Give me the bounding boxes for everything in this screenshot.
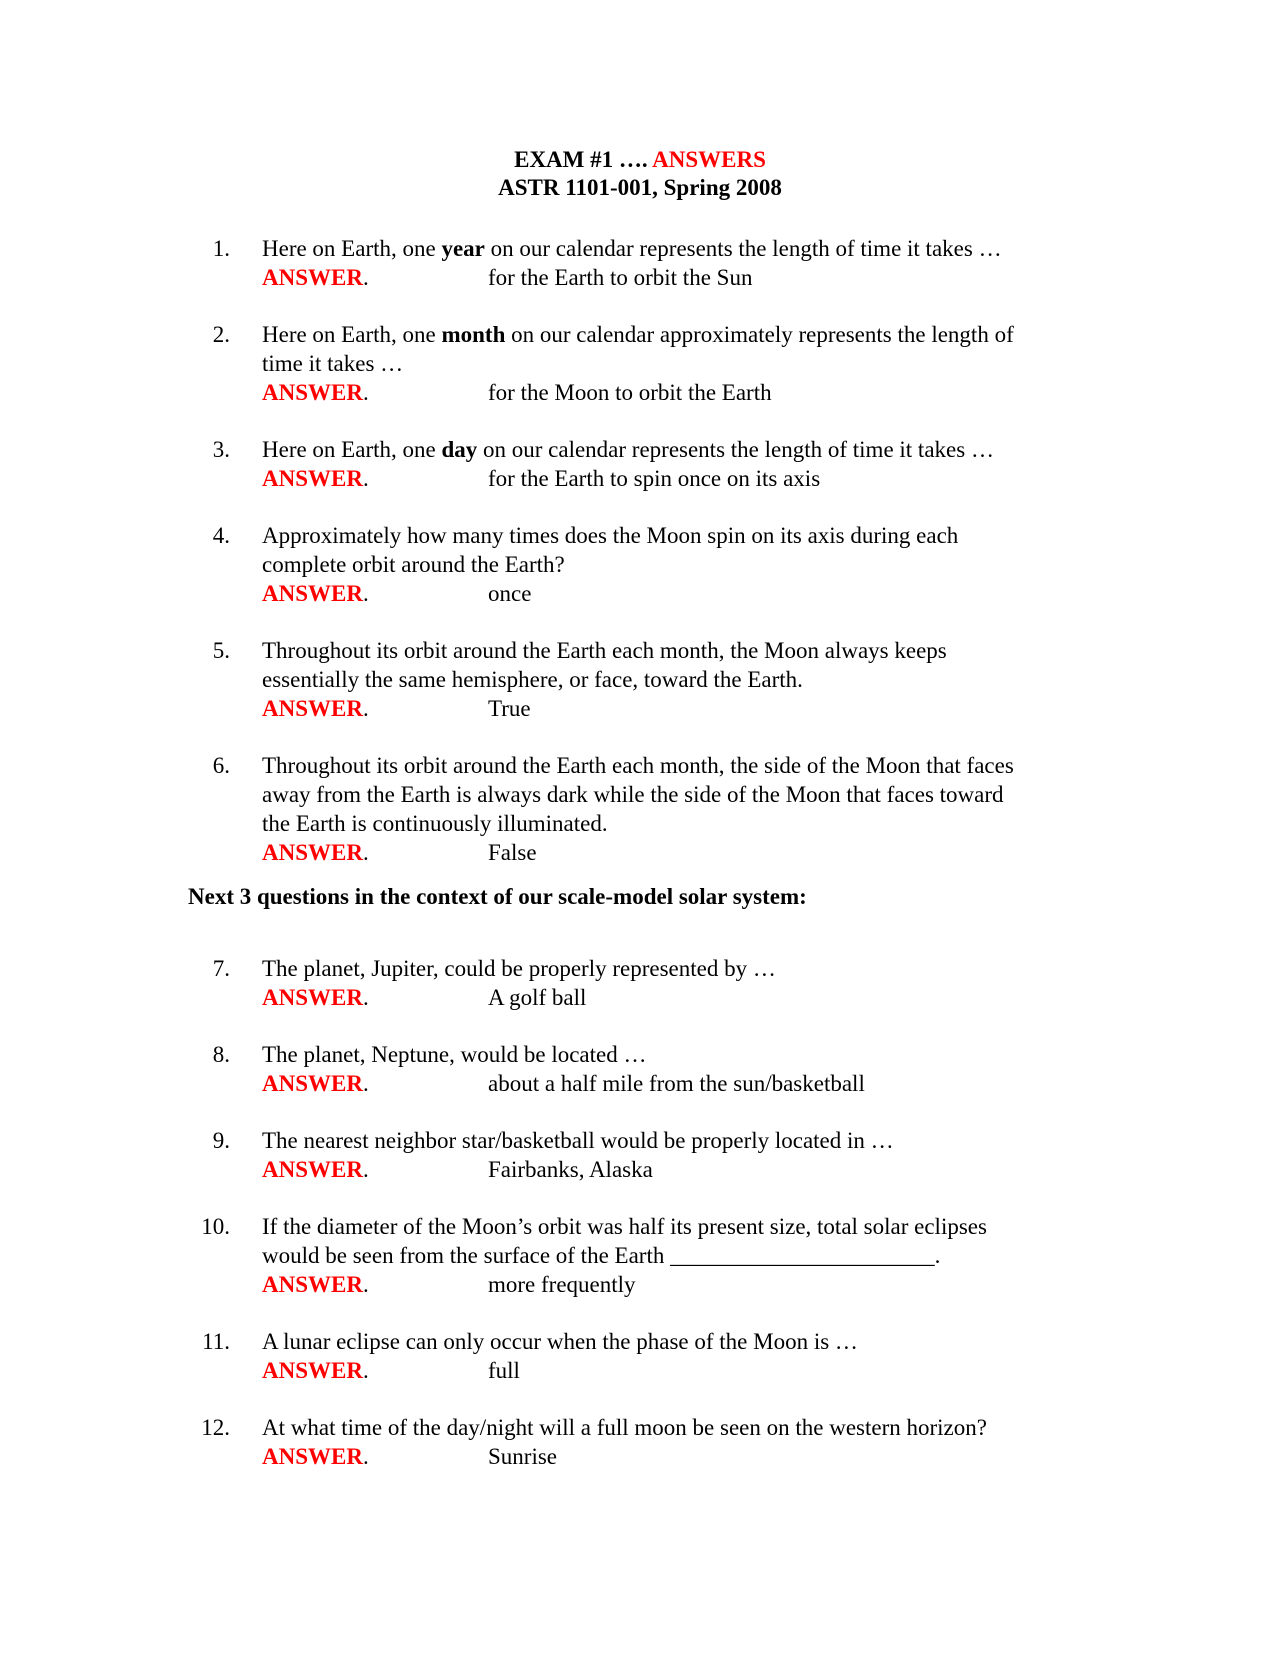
question-number: 10.	[201, 1214, 230, 1239]
question-text-segment: The nearest neighbor star/basketball would be properly located in …	[262, 1128, 894, 1153]
question-number: 6.	[212, 753, 230, 778]
answer-period: .	[362, 1358, 369, 1383]
question-text	[262, 954, 1092, 983]
answer-row	[262, 1069, 865, 1098]
question-number: 8.	[212, 1042, 230, 1067]
answer-period: .	[362, 1157, 369, 1182]
question-text-line	[262, 521, 1092, 550]
answer-value: True	[488, 696, 531, 721]
answer-row	[262, 838, 537, 867]
question-number: 1.	[212, 236, 230, 261]
exam-title-prefix: EXAM #1 ….	[514, 147, 653, 172]
answer-value: Sunrise	[488, 1444, 557, 1469]
question-text-line	[262, 349, 1092, 378]
question-text-segment: Throughout its orbit around the Earth each month, the side of the Moon that faces	[262, 753, 1014, 778]
question-keyword: month	[441, 322, 506, 347]
answer-value: more frequently	[488, 1272, 636, 1297]
answer-label: ANSWER	[262, 581, 363, 606]
question-text	[262, 1126, 1092, 1155]
answer-label: ANSWER	[262, 840, 363, 865]
question-text-segment: The planet, Jupiter, could be properly represented by …	[262, 956, 776, 981]
answer-value: for the Moon to orbit the Earth	[488, 380, 772, 405]
answer-row	[262, 983, 587, 1012]
answer-value: Fairbanks, Alaska	[488, 1157, 653, 1182]
answer-label: ANSWER	[262, 1071, 363, 1096]
exam-title	[0, 146, 1280, 174]
question-text-line	[262, 320, 1092, 349]
question-text-line	[262, 435, 1092, 464]
answer-label: ANSWER	[262, 1272, 363, 1297]
answer-period: .	[362, 466, 369, 491]
answer-label: ANSWER	[262, 466, 363, 491]
answer-row	[262, 464, 821, 493]
answer-label: ANSWER	[262, 1358, 363, 1383]
question-keyword: year	[441, 236, 485, 261]
question-number: 4.	[212, 523, 230, 548]
question-number: 7.	[212, 956, 230, 981]
question-text-line	[262, 665, 1092, 694]
question-text	[262, 320, 1092, 378]
answer-row	[262, 1356, 520, 1385]
answer-row	[262, 1270, 636, 1299]
exam-title-answers: ANSWERS	[652, 147, 766, 172]
answer-period: .	[362, 1272, 369, 1297]
question-number: 5.	[212, 638, 230, 663]
answer-label: ANSWER	[262, 1444, 363, 1469]
answer-period: .	[362, 380, 369, 405]
question-number: 12.	[201, 1415, 230, 1440]
answer-value: A golf ball	[488, 985, 587, 1010]
question-text-segment: A lunar eclipse can only occur when the phase of the Moon is …	[262, 1329, 858, 1354]
question-text-line	[262, 1040, 1092, 1069]
question-text	[262, 1327, 1092, 1356]
question-text-segment: on our calendar represents the length of time it takes …	[484, 236, 1002, 261]
answer-label: ANSWER	[262, 1157, 363, 1182]
question-text-line	[262, 234, 1092, 263]
question-text-line	[262, 1126, 1092, 1155]
question-text-segment: away from the Earth is always dark while the side of the Moon that faces toward	[262, 782, 1004, 807]
question-text-segment: Here on Earth, one	[262, 322, 442, 347]
question-text	[262, 751, 1092, 838]
question-text-segment: The planet, Neptune, would be located …	[262, 1042, 647, 1067]
answer-value: False	[488, 840, 537, 865]
section-heading: Next 3 questions in the context of our scale-model solar system:	[188, 884, 807, 909]
question-text-line	[262, 636, 1092, 665]
answer-value: for the Earth to spin once on its axis	[488, 466, 821, 491]
question-text-segment: Here on Earth, one	[262, 236, 442, 261]
question-text-segment: complete orbit around the Earth?	[262, 552, 565, 577]
answer-value: once	[488, 581, 532, 606]
answer-value: for the Earth to orbit the Sun	[488, 265, 753, 290]
answer-label: ANSWER	[262, 985, 363, 1010]
answer-period: .	[362, 696, 369, 721]
question-text	[262, 1212, 1092, 1270]
answer-row	[262, 694, 531, 723]
answer-label: ANSWER	[262, 265, 363, 290]
question-text	[262, 1040, 1092, 1069]
question-number: 2.	[212, 322, 230, 347]
answer-period: .	[362, 1444, 369, 1469]
question-text-segment: If the diameter of the Moon’s orbit was half its present size, total solar eclipses	[262, 1214, 987, 1239]
question-text-segment: time it takes …	[262, 351, 404, 376]
question-text-segment: essentially the same hemisphere, or face, toward the Earth.	[262, 667, 803, 692]
answer-row	[262, 1442, 557, 1471]
question-text-line	[262, 1241, 1092, 1270]
question-number: 11.	[202, 1329, 230, 1354]
question-text-line	[262, 1327, 1092, 1356]
answer-row	[262, 378, 772, 407]
question-text-line	[262, 1413, 1092, 1442]
answer-period: .	[362, 1071, 369, 1096]
question-number: 9.	[212, 1128, 230, 1153]
question-number: 3.	[212, 437, 230, 462]
question-text-segment: on our calendar approximately represents the length of	[505, 322, 1014, 347]
question-text	[262, 1413, 1092, 1442]
course-title: ASTR 1101-001, Spring 2008	[498, 175, 782, 200]
question-text	[262, 234, 1092, 263]
question-text-segment: At what time of the day/night will a full moon be seen on the western horizon?	[262, 1415, 987, 1440]
question-text-line	[262, 809, 1092, 838]
answer-value: about a half mile from the sun/basketball	[488, 1071, 865, 1096]
answer-value: full	[488, 1358, 520, 1383]
question-text	[262, 435, 1092, 464]
answer-row	[262, 1155, 653, 1184]
question-text-segment: would be seen from the surface of the Earth _______________________.	[262, 1243, 941, 1268]
question-keyword: day	[441, 437, 478, 462]
question-text-line	[262, 550, 1092, 579]
question-text-line	[262, 954, 1092, 983]
question-text-segment: on our calendar represents the length of time it takes …	[477, 437, 994, 462]
answer-period: .	[362, 265, 369, 290]
question-text-line	[262, 780, 1092, 809]
answer-period: .	[362, 985, 369, 1010]
question-text-segment: the Earth is continuously illuminated.	[262, 811, 608, 836]
answer-row	[262, 579, 532, 608]
question-text-line	[262, 1212, 1092, 1241]
answer-period: .	[362, 840, 369, 865]
question-text	[262, 521, 1092, 579]
question-text-segment: Here on Earth, one	[262, 437, 442, 462]
question-text-line	[262, 751, 1092, 780]
question-text-segment: Throughout its orbit around the Earth each month, the Moon always keeps	[262, 638, 947, 663]
answer-label: ANSWER	[262, 696, 363, 721]
answer-period: .	[362, 581, 369, 606]
question-text-segment: Approximately how many times does the Moon spin on its axis during each	[262, 523, 959, 548]
answer-row	[262, 263, 753, 292]
question-text	[262, 636, 1092, 694]
answer-label: ANSWER	[262, 380, 363, 405]
